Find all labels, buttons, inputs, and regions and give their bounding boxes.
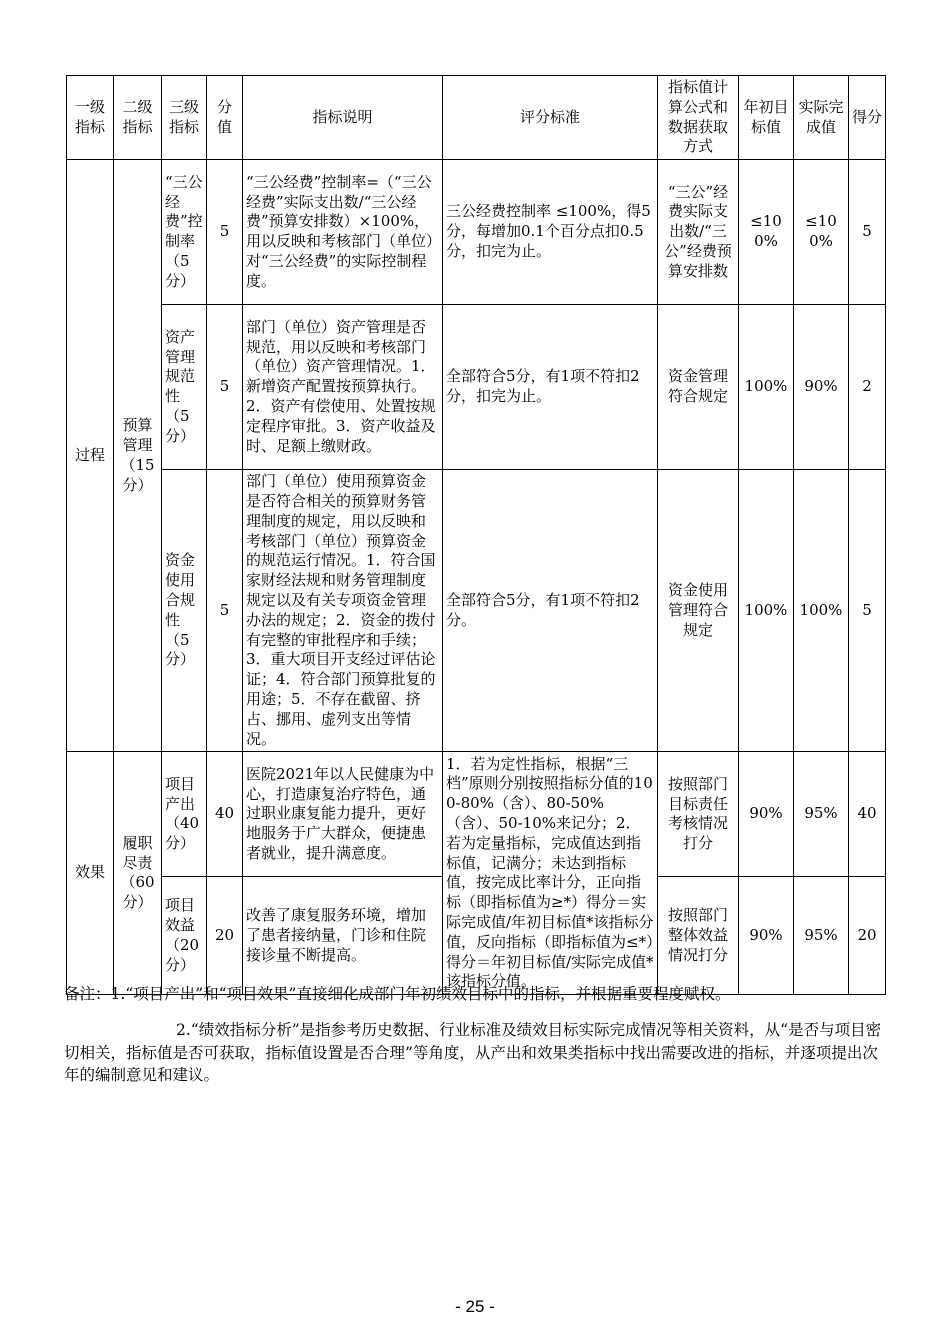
table-row xyxy=(67,752,886,877)
cell-target: 90% xyxy=(739,877,794,995)
cell-actual: ≤100% xyxy=(794,160,849,305)
header-actual-completion: 实际完成值 xyxy=(794,76,849,160)
cell-score: 2 xyxy=(849,305,886,470)
cell-level1-effect: 效果 xyxy=(67,752,114,995)
cell-formula: 按照部门整体效益情况打分 xyxy=(658,877,739,995)
performance-indicator-table xyxy=(66,75,886,995)
header-formula-data-source: 指标值计算公式和数据获取方式 xyxy=(658,76,739,160)
cell-points: 5 xyxy=(207,160,243,305)
header-year-start-target: 年初目标值 xyxy=(739,76,794,160)
header-points: 分值 xyxy=(207,76,243,160)
cell-points: 5 xyxy=(207,470,243,752)
cell-points: 20 xyxy=(207,877,243,995)
table-row xyxy=(67,470,886,752)
cell-actual: 95% xyxy=(794,877,849,995)
header-level2-indicator: 二级指标 xyxy=(114,76,162,160)
cell-target: 100% xyxy=(739,470,794,752)
table-header-row xyxy=(67,76,886,160)
cell-level3-fund-use-compliance: 资金使用合规性（5分） xyxy=(162,470,207,752)
cell-description: 医院2021年以人民健康为中心，打造康复治疗特色，通过职业康复能力提升，更好地服务于广大群众，便捷患者就业，提升满意度。 xyxy=(243,752,443,877)
cell-level3-three-public-funds-control: “三公经费”控制率（5分） xyxy=(162,160,207,305)
cell-scoring-standard-merged: 1．若为定性指标，根据“三档”原则分别按照指标分值的100-80%（含）、80-50%（含）、50-10%来记分；2．若为定量指标，完成值达到指标值，记满分；未达到指标值，按完成比率计分，正向指标（即指标值为≥*）得分＝实际完成值/年初目标值*该指标分值，反向指标（即指标值为≤*）得分＝年初目标值/实际完成值*该指标分值。 xyxy=(443,752,658,995)
header-level3-indicator: 三级指标 xyxy=(162,76,207,160)
cell-level3-asset-management: 资产管理规范性（5分） xyxy=(162,305,207,470)
cell-level1-process: 过程 xyxy=(67,160,114,752)
cell-score: 40 xyxy=(849,752,886,877)
cell-scoring-standard: 全部符合5分，有1项不符扣2分。 xyxy=(443,470,658,752)
page-number: - 25 - xyxy=(455,1297,495,1316)
cell-level2-duty-fulfillment: 履职尽责（60分） xyxy=(114,752,162,995)
header-indicator-description: 指标说明 xyxy=(243,76,443,160)
footnote-2: 2.“绩效指标分析”是指参考历史数据、行业标准及绩效目标实际完成情况等相关资料，从“是否与项目密切相关，指标值是否可获取，指标值设置是否合理”等角度，从产出和效果类指标中找出需要改进的指标，并逐项提出次年的编制意见和建议。 xyxy=(64,1021,882,1085)
cell-level2-budget-management: 预算管理（15分） xyxy=(114,160,162,752)
table-row xyxy=(67,160,886,305)
cell-formula: “三公”经费实际支出数/“三公”经费预算安排数 xyxy=(658,160,739,305)
cell-formula: 资金使用管理符合规定 xyxy=(658,470,739,752)
cell-target: 90% xyxy=(739,752,794,877)
cell-target: ≤100% xyxy=(739,160,794,305)
cell-description: 改善了康复服务环境，增加了患者接纳量，门诊和住院接诊量不断提高。 xyxy=(243,877,443,995)
cell-target: 100% xyxy=(739,305,794,470)
footnotes xyxy=(64,983,890,1087)
cell-actual: 100% xyxy=(794,470,849,752)
cell-points: 5 xyxy=(207,305,243,470)
header-level1-indicator: 一级指标 xyxy=(67,76,114,160)
footnote-1: 备注：1.“项目产出”和“项目效果”直接细化成部门年初绩效目标中的指标，并根据重要程度赋权。 xyxy=(64,985,731,1003)
cell-level3-project-output: 项目产出（40分） xyxy=(162,752,207,877)
cell-score: 5 xyxy=(849,160,886,305)
cell-scoring-standard: 三公经费控制率 ≤100%，得5分，每增加0.1个百分点扣0.5分，扣完为止。 xyxy=(443,160,658,305)
cell-score: 5 xyxy=(849,470,886,752)
cell-description: “三公经费”控制率=（“三公经费”实际支出数/“三公经费”预算安排数）×100%，用以反映和考核部门（单位）对“三公经费”的实际控制程度。 xyxy=(243,160,443,305)
cell-description: 部门（单位）资产管理是否规范，用以反映和考核部门（单位）资产管理情况。1．新增资产配置按预算执行。2．资产有偿使用、处置按规定程序审批。3．资产收益及时、足额上缴财政。 xyxy=(243,305,443,470)
cell-scoring-standard: 全部符合5分，有1项不符扣2分，扣完为止。 xyxy=(443,305,658,470)
cell-score: 20 xyxy=(849,877,886,995)
header-scoring-standard: 评分标准 xyxy=(443,76,658,160)
cell-description: 部门（单位）使用预算资金是否符合相关的预算财务管理制度的规定，用以反映和考核部门（单位）预算资金的规范运行情况。1．符合国家财经法规和财务管理制度规定以及有关专项资金管理办法的规定；2．资金的拨付有完整的审批程序和手续；3．重大项目开支经过评估论证；4．符合部门预算批复的用途；5．不存在截留、挤占、挪用、虚列支出等情况。 xyxy=(243,470,443,752)
cell-points: 40 xyxy=(207,752,243,877)
cell-formula: 资金管理符合规定 xyxy=(658,305,739,470)
cell-actual: 90% xyxy=(794,305,849,470)
table-row xyxy=(67,305,886,470)
cell-formula: 按照部门目标责任考核情况打分 xyxy=(658,752,739,877)
header-score: 得分 xyxy=(849,76,886,160)
cell-actual: 95% xyxy=(794,752,849,877)
cell-level3-project-benefit: 项目效益（20分） xyxy=(162,877,207,995)
